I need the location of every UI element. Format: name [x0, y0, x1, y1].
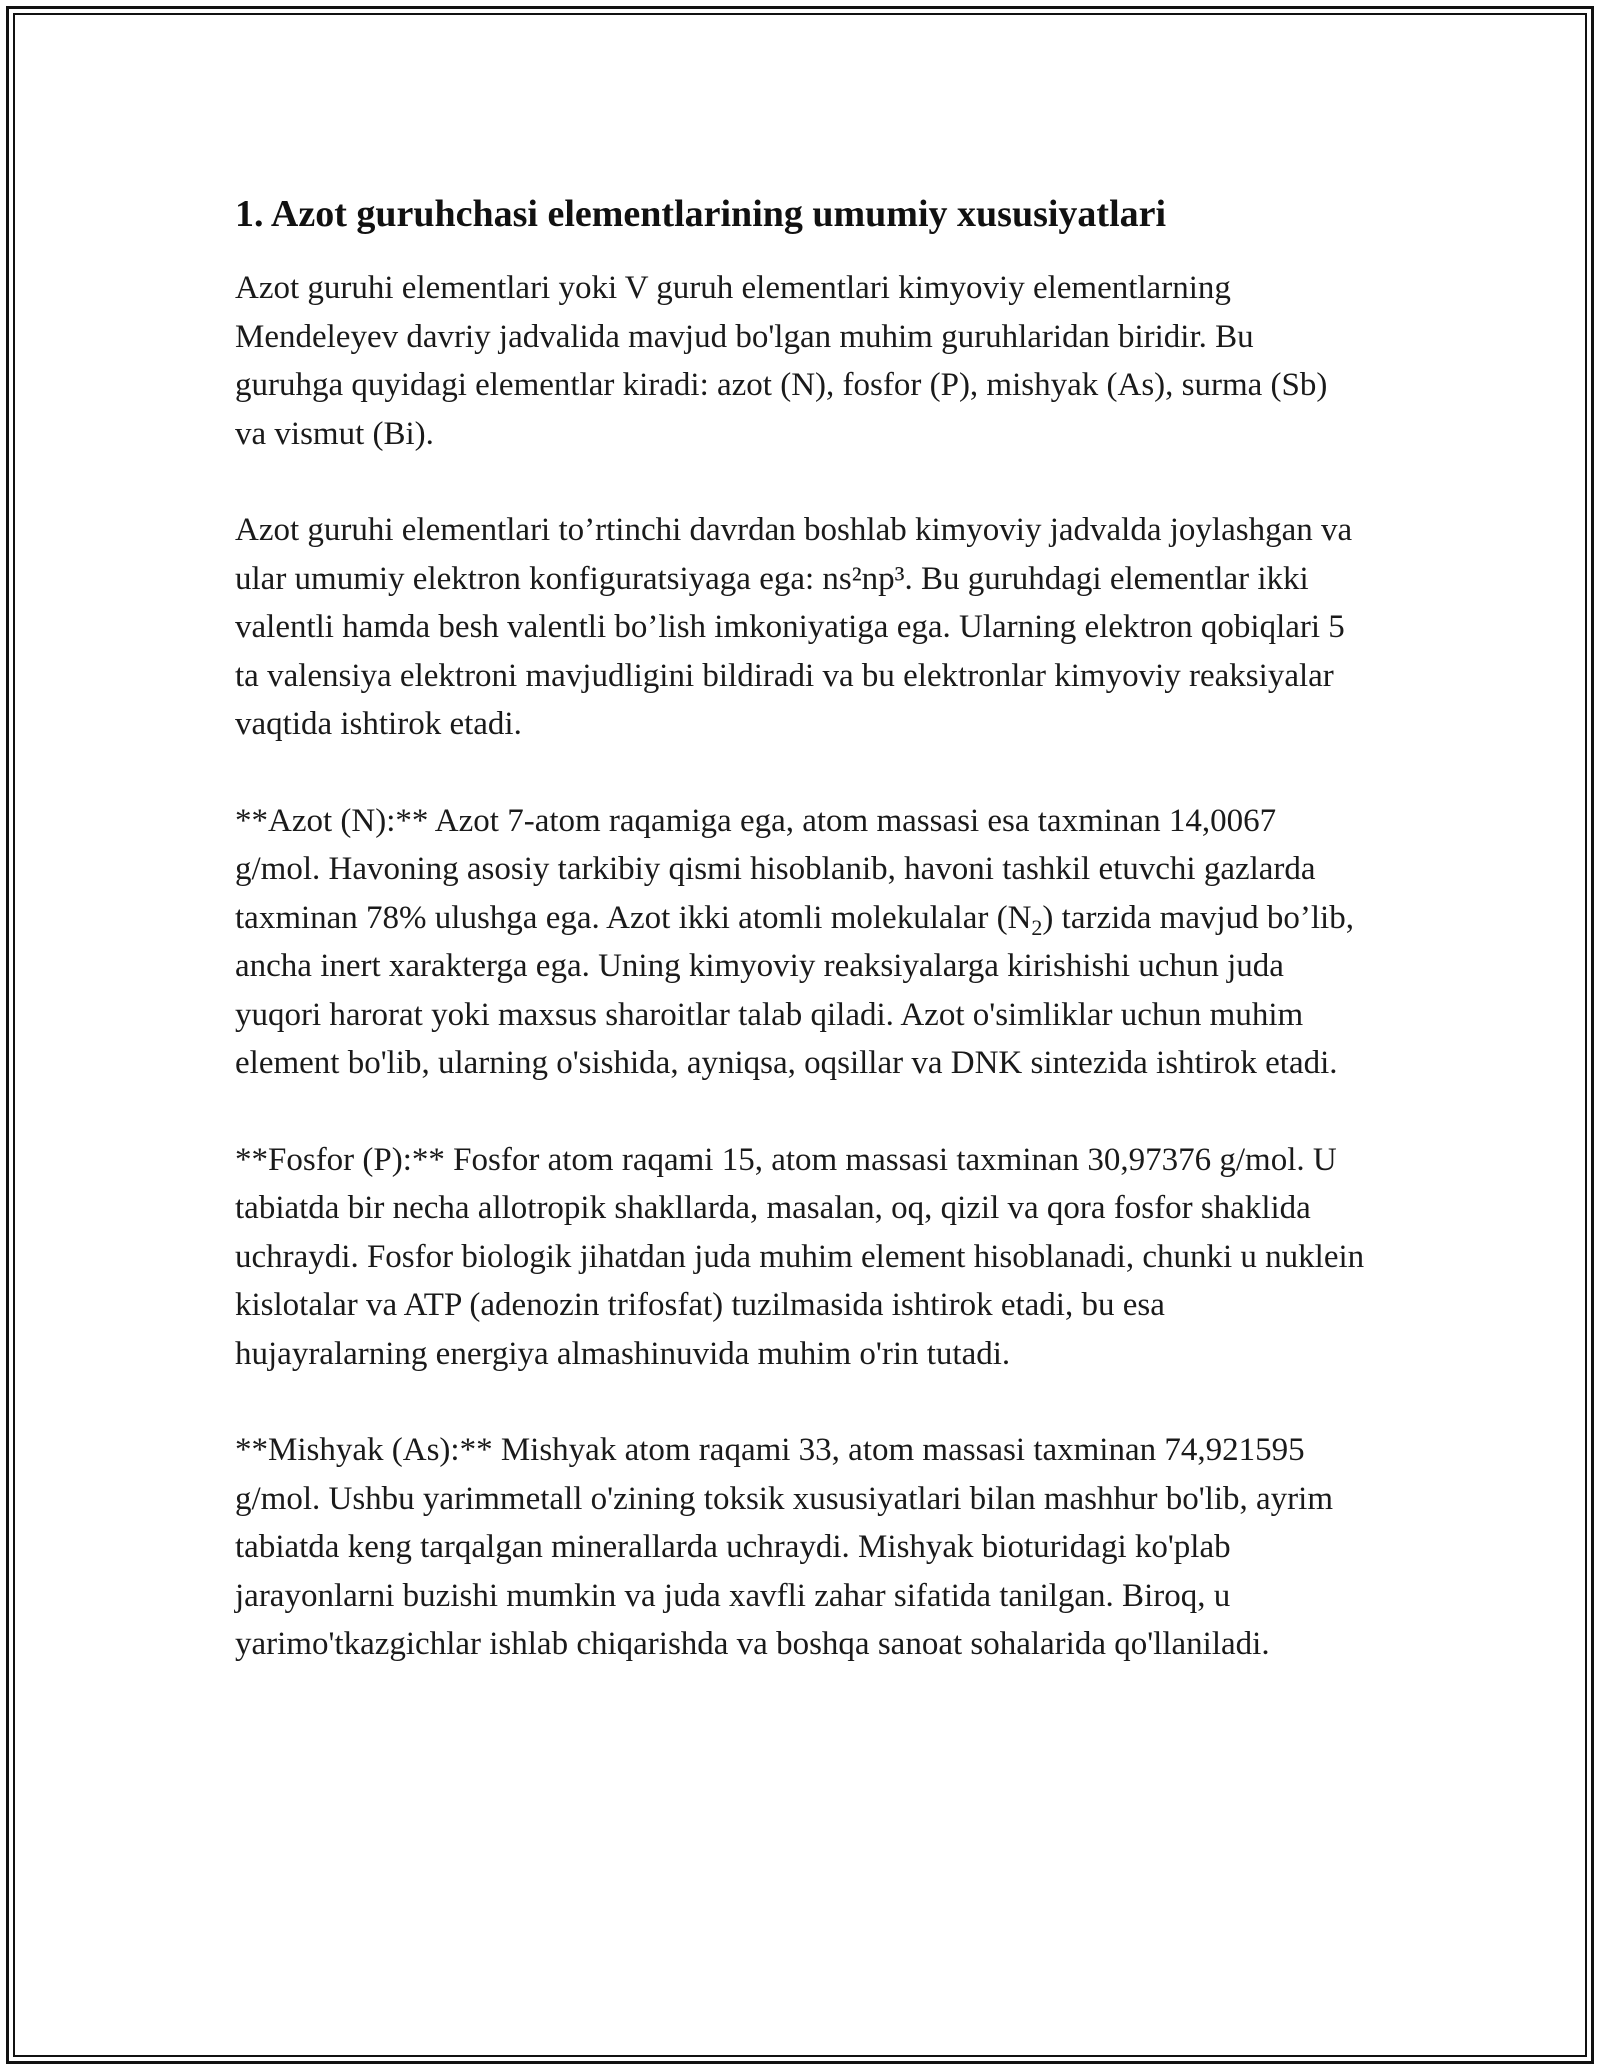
paragraph-fosfor: **Fosfor (P):** Fosfor atom raqami 15, atom massasi taxminan 30,97376 g/mol. U tabiatda bir necha allotropik shakllarda, masalan, oq, qizil va qora fosfor shaklida uchraydi. Fosfor biologik jihatdan juda muhim element hisoblanadi, chunki u nuklein kislotalar va ATP (adenozin trifosfat) tuzilmasida ishtirok etadi, bu esa hujayralarning energiya almashinuvida muhim o'rin tutadi. — [235, 1141, 1365, 1372]
paragraph-azot — [235, 797, 1365, 1088]
document-title: 1. Azot guruhchasi elementlarining umumiy xususiyatlari — [235, 193, 1167, 235]
paragraph-azot-text-after: ) tarzida mavjud bo’lib, ancha inert xarakterga ega. Uning kimyoviy reaksiyalarga kirishishi uchun juda yuqori harorat yoki maxsus sharoitlar talab qiladi. Azot o'simliklar uchun muhim element bo'lib, ularning o'sishida, ayniqsa, oqsillar va DNK sintezida ishtirok etadi. — [235, 899, 1354, 1081]
paragraph-electron-configuration: Azot guruhi elementlari to’rtinchi davrdan boshlab kimyoviy jadvalda joylashgan va ular umumiy elektron konfiguratsiyaga ega: ns²np³. Bu guruhdagi elementlar ikki valentli hamda besh valentli bo’lish imkoniyatiga ega. Ularning elektron qobiqlari 5 ta valensiya elektroni mavjudligini bildiradi va bu elektronlar kimyoviy reaksiyalar vaqtida ishtirok etadi. — [235, 512, 1353, 742]
document-body — [235, 186, 1365, 1717]
paragraph-azot-text-before: **Azot (N):** Azot 7-atom raqamiga ega, atom massasi esa taxminan 14,0067 g/mol. Havoning asosiy tarkibiy qismi hisoblanib, havoni tashkil etuvchi gazlarda taxminan 78% ulushga ega. Azot ikki atomli molekulalar (N — [235, 802, 1316, 936]
paragraph-intro: Azot guruhi elementlari yoki V guruh elementlari kimyoviy elementlarning Mendeleyev davriy jadvalida mavjud bo'lgan muhim guruhlaridan biridir. Bu guruhga quyidagi elementlar kiradi: azot (N), fosfor (P), mishyak (As), surma (Sb) va vismut (Bi). — [235, 270, 1328, 452]
paragraph-azot-subscript: 2 — [1031, 914, 1043, 940]
paragraph-mishyak: **Mishyak (As):** Mishyak atom raqami 33, atom massasi taxminan 74,921595 g/mol. Ushbu yarimmetall o'zining toksik xususiyatlari bilan mashhur bo'lib, ayrim tabiatda keng tarqalgan minerallarda uchraydi. Mishyak bioturidagi ko'plab jarayonlarni buzishi mumkin va juda xavfli zahar sifatida tanilgan. Biroq, u yarimo'tkazgichlar ishlab chiqarishda va boshqa sanoat sohalarida qo'llaniladi. — [235, 1432, 1334, 1662]
